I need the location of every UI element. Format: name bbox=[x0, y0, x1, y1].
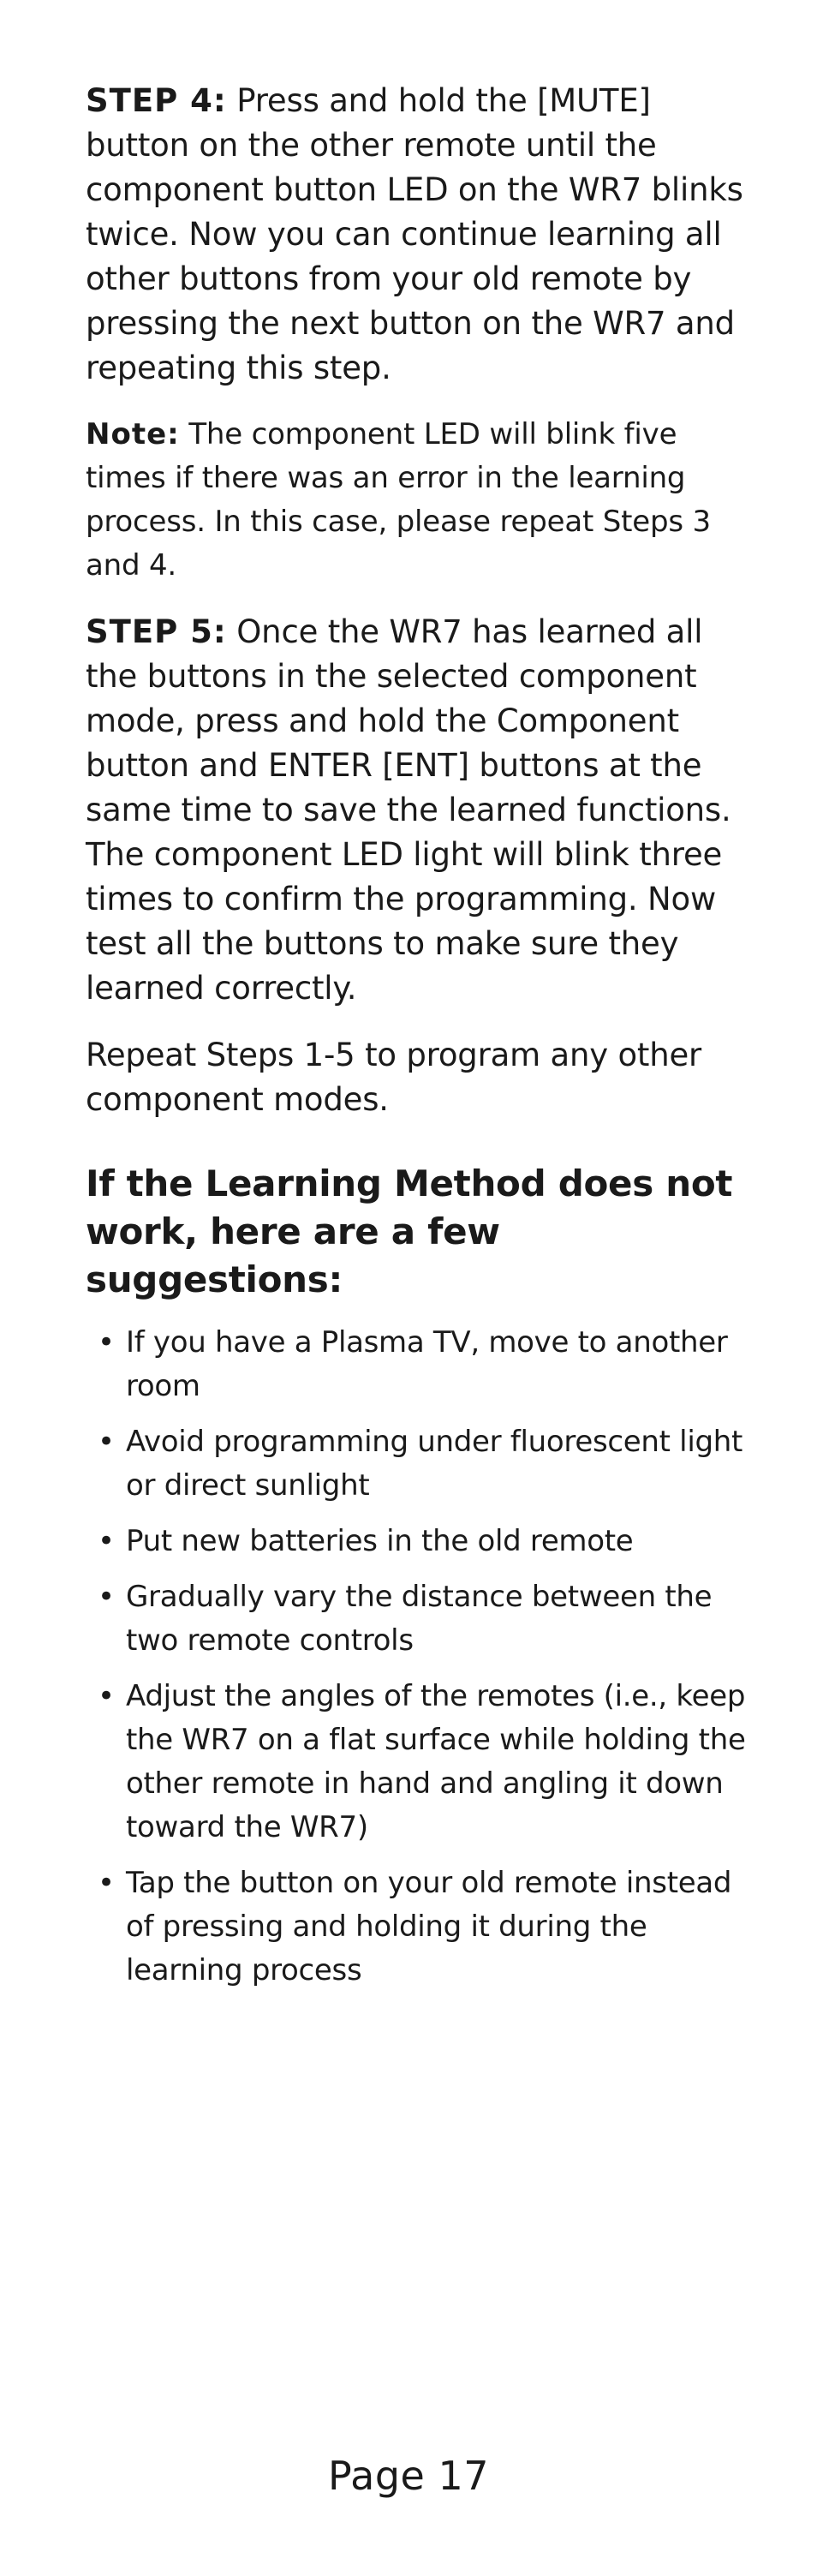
suggestion-text: Gradually vary the distance between the two remote controls bbox=[126, 1580, 713, 1658]
suggestions-list bbox=[86, 1321, 754, 1993]
list-item bbox=[86, 1321, 754, 1408]
step-4-paragraph bbox=[86, 79, 754, 391]
bullet-icon: • bbox=[98, 1866, 115, 1900]
list-item bbox=[86, 1675, 754, 1850]
list-item bbox=[86, 1520, 754, 1563]
repeat-steps-paragraph: Repeat Steps 1-5 to program any other component modes. bbox=[86, 1037, 702, 1118]
step-5-paragraph bbox=[86, 610, 754, 1011]
step-4-text: Press and hold the [MUTE] button on the other remote until the component button LED on the WR7 blinks twice. Now you can continue learning all other buttons from your old remote by pressing the next button on the WR7 and repeating this step. bbox=[86, 82, 743, 386]
list-item bbox=[86, 1420, 754, 1508]
note-paragraph bbox=[86, 413, 754, 588]
suggestion-text: Adjust the angles of the remotes (i.e., keep the WR7 on a flat surface while holding the other remote in hand and angling it down toward the WR7) bbox=[126, 1679, 746, 1844]
suggestion-text: Tap the button on your old remote instead of pressing and holding it during the learning process bbox=[126, 1866, 732, 1987]
bullet-icon: • bbox=[98, 1679, 115, 1713]
suggestion-text: If you have a Plasma TV, move to another room bbox=[126, 1325, 728, 1403]
bullet-icon: • bbox=[98, 1325, 115, 1360]
bullet-icon: • bbox=[98, 1524, 115, 1558]
suggestion-text: Avoid programming under fluorescent light or direct sunlight bbox=[126, 1425, 743, 1503]
suggestions-heading: If the Learning Method does not work, here are a few suggestions: bbox=[86, 1162, 733, 1300]
step-4-label: STEP 4: bbox=[86, 82, 227, 119]
step-5-text: Once the WR7 has learned all the buttons in the selected component mode, press and hold the Component button and ENTER [ENT] buttons at the same time to save the learned functions. The component LED light will blink three times to confirm the programming. Now test all the buttons to make sure they learned correctly. bbox=[86, 613, 731, 1007]
list-item bbox=[86, 1862, 754, 1993]
note-text: The component LED will blink five times if there was an error in the learning process. In this case, please repeat Steps 3 and 4. bbox=[86, 417, 711, 583]
page-number: Page 17 bbox=[327, 2453, 490, 2499]
note-label: Note: bbox=[86, 417, 180, 451]
suggestion-text: Put new batteries in the old remote bbox=[126, 1524, 634, 1558]
manual-page-content bbox=[86, 79, 754, 2005]
bullet-icon: • bbox=[98, 1580, 115, 1614]
step-5-label: STEP 5: bbox=[86, 613, 227, 650]
bullet-icon: • bbox=[98, 1425, 115, 1459]
list-item bbox=[86, 1575, 754, 1663]
